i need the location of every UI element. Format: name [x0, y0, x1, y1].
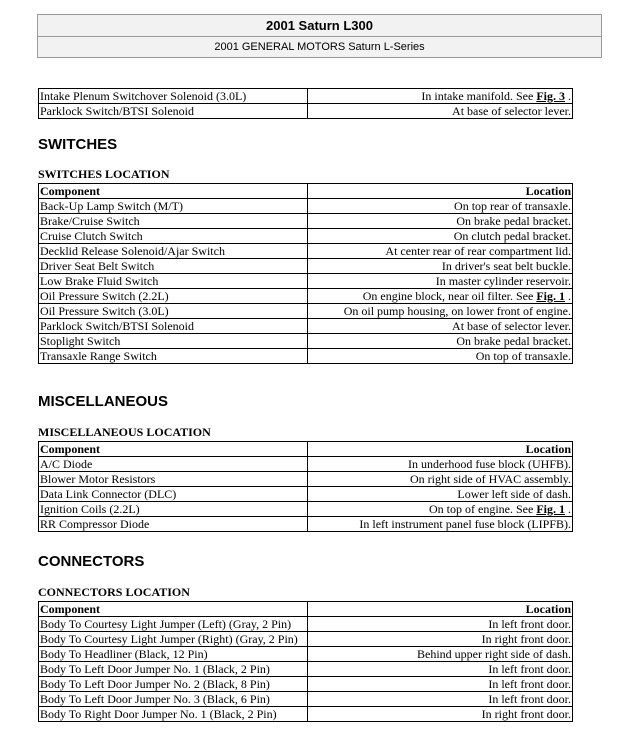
figure-link[interactable]: Fig. 1	[536, 502, 565, 516]
component-cell: Oil Pressure Switch (3.0L)	[39, 304, 308, 319]
location-cell: On right side of HVAC assembly.	[308, 472, 573, 487]
component-cell: Ignition Coils (2.2L)	[39, 502, 308, 517]
component-cell: Body To Left Door Jumper No. 3 (Black, 6 Pin)	[39, 692, 308, 707]
component-cell: Data Link Connector (DLC)	[39, 487, 308, 502]
location-cell: On top of engine. See Fig. 1 .	[308, 502, 573, 517]
document-subtitle: 2001 GENERAL MOTORS Saturn L-Series	[214, 41, 425, 53]
column-header-location: Location	[308, 602, 573, 617]
component-cell: Back-Up Lamp Switch (M/T)	[39, 199, 308, 214]
table-row	[39, 517, 573, 532]
location-cell: In driver's seat belt buckle.	[308, 259, 573, 274]
figure-link[interactable]: Fig. 1	[536, 289, 565, 303]
component-cell: Low Brake Fluid Switch	[39, 274, 308, 289]
table-row	[39, 692, 573, 707]
component-cell: Cruise Clutch Switch	[39, 229, 308, 244]
location-cell: In left instrument panel fuse block (LIPFB).	[308, 517, 573, 532]
location-cell: Lower left side of dash.	[308, 487, 573, 502]
location-cell: In left front door.	[308, 677, 573, 692]
table-header-row	[39, 602, 573, 617]
location-cell: In right front door.	[308, 632, 573, 647]
section-heading-switches: SWITCHES	[38, 136, 118, 153]
table-row	[39, 487, 573, 502]
component-cell: Transaxle Range Switch	[39, 349, 308, 364]
location-cell: In intake manifold. See Fig. 3 .	[308, 89, 573, 104]
component-cell: Body To Left Door Jumper No. 2 (Black, 8 Pin)	[39, 677, 308, 692]
component-cell: Blower Motor Resistors	[39, 472, 308, 487]
table-row	[39, 259, 573, 274]
document-title: 2001 Saturn L300	[38, 15, 601, 37]
component-cell: Oil Pressure Switch (2.2L)	[39, 289, 308, 304]
location-cell: On clutch pedal bracket.	[308, 229, 573, 244]
location-cell: On brake pedal bracket.	[308, 214, 573, 229]
table-row	[39, 502, 573, 517]
figure-link[interactable]: Fig. 3	[536, 89, 565, 103]
component-cell: Driver Seat Belt Switch	[39, 259, 308, 274]
component-cell: Body To Right Door Jumper No. 1 (Black, 2 Pin)	[39, 707, 308, 722]
component-cell: Body To Left Door Jumper No. 1 (Black, 2 Pin)	[39, 662, 308, 677]
table-row	[39, 662, 573, 677]
location-cell: In left front door.	[308, 662, 573, 677]
column-header-component: Component	[39, 602, 308, 617]
table-row	[39, 89, 573, 104]
document-header	[37, 14, 602, 58]
table-row	[39, 457, 573, 472]
location-cell: On brake pedal bracket.	[308, 334, 573, 349]
column-header-component: Component	[39, 184, 308, 199]
table-caption-connectors: CONNECTORS LOCATION	[38, 585, 190, 599]
location-cell: On top of transaxle.	[308, 349, 573, 364]
switches-table	[38, 183, 573, 364]
table-row	[39, 647, 573, 662]
location-cell: Behind upper right side of dash.	[308, 647, 573, 662]
column-header-location: Location	[308, 442, 573, 457]
location-cell: On top rear of transaxle.	[308, 199, 573, 214]
table-row	[39, 707, 573, 722]
table-row	[39, 677, 573, 692]
component-cell: Decklid Release Solenoid/Ajar Switch	[39, 244, 308, 259]
connectors-table	[38, 601, 573, 722]
continued-table	[38, 88, 573, 119]
miscellaneous-table	[38, 441, 573, 532]
section-heading-miscellaneous: MISCELLANEOUS	[38, 393, 169, 410]
location-cell: On engine block, near oil filter. See Fig. 1 .	[308, 289, 573, 304]
table-row	[39, 472, 573, 487]
location-cell: At base of selector lever.	[308, 319, 573, 334]
column-header-location: Location	[308, 184, 573, 199]
location-cell: In left front door.	[308, 617, 573, 632]
table-header-row	[39, 442, 573, 457]
table-row	[39, 214, 573, 229]
table-row	[39, 319, 573, 334]
table-row	[39, 229, 573, 244]
component-cell: Body To Courtesy Light Jumper (Right) (Gray, 2 Pin)	[39, 632, 308, 647]
table-row	[39, 274, 573, 289]
table-row	[39, 104, 573, 119]
location-cell: At base of selector lever.	[308, 104, 573, 119]
component-cell: A/C Diode	[39, 457, 308, 472]
table-row	[39, 289, 573, 304]
table-row	[39, 244, 573, 259]
table-row	[39, 334, 573, 349]
table-row	[39, 349, 573, 364]
component-cell: Parklock Switch/BTSI Solenoid	[39, 104, 308, 119]
table-caption-miscellaneous: MISCELLANEOUS LOCATION	[38, 425, 211, 439]
component-cell: Stoplight Switch	[39, 334, 308, 349]
location-cell: On oil pump housing, on lower front of engine.	[308, 304, 573, 319]
component-cell: RR Compressor Diode	[39, 517, 308, 532]
location-cell: In underhood fuse block (UHFB).	[308, 457, 573, 472]
component-cell: Parklock Switch/BTSI Solenoid	[39, 319, 308, 334]
table-header-row	[39, 184, 573, 199]
component-cell: Body To Headliner (Black, 12 Pin)	[39, 647, 308, 662]
section-heading-connectors: CONNECTORS	[38, 553, 145, 570]
table-row	[39, 199, 573, 214]
location-cell: In right front door.	[308, 707, 573, 722]
location-cell: In master cylinder reservoir.	[308, 274, 573, 289]
table-caption-switches: SWITCHES LOCATION	[38, 167, 170, 181]
column-header-component: Component	[39, 442, 308, 457]
table-row	[39, 304, 573, 319]
component-cell: Intake Plenum Switchover Solenoid (3.0L)	[39, 89, 308, 104]
component-cell: Body To Courtesy Light Jumper (Left) (Gray, 2 Pin)	[39, 617, 308, 632]
table-row	[39, 632, 573, 647]
location-cell: In left front door.	[308, 692, 573, 707]
component-cell: Brake/Cruise Switch	[39, 214, 308, 229]
location-cell: At center rear of rear compartment lid.	[308, 244, 573, 259]
table-row	[39, 617, 573, 632]
